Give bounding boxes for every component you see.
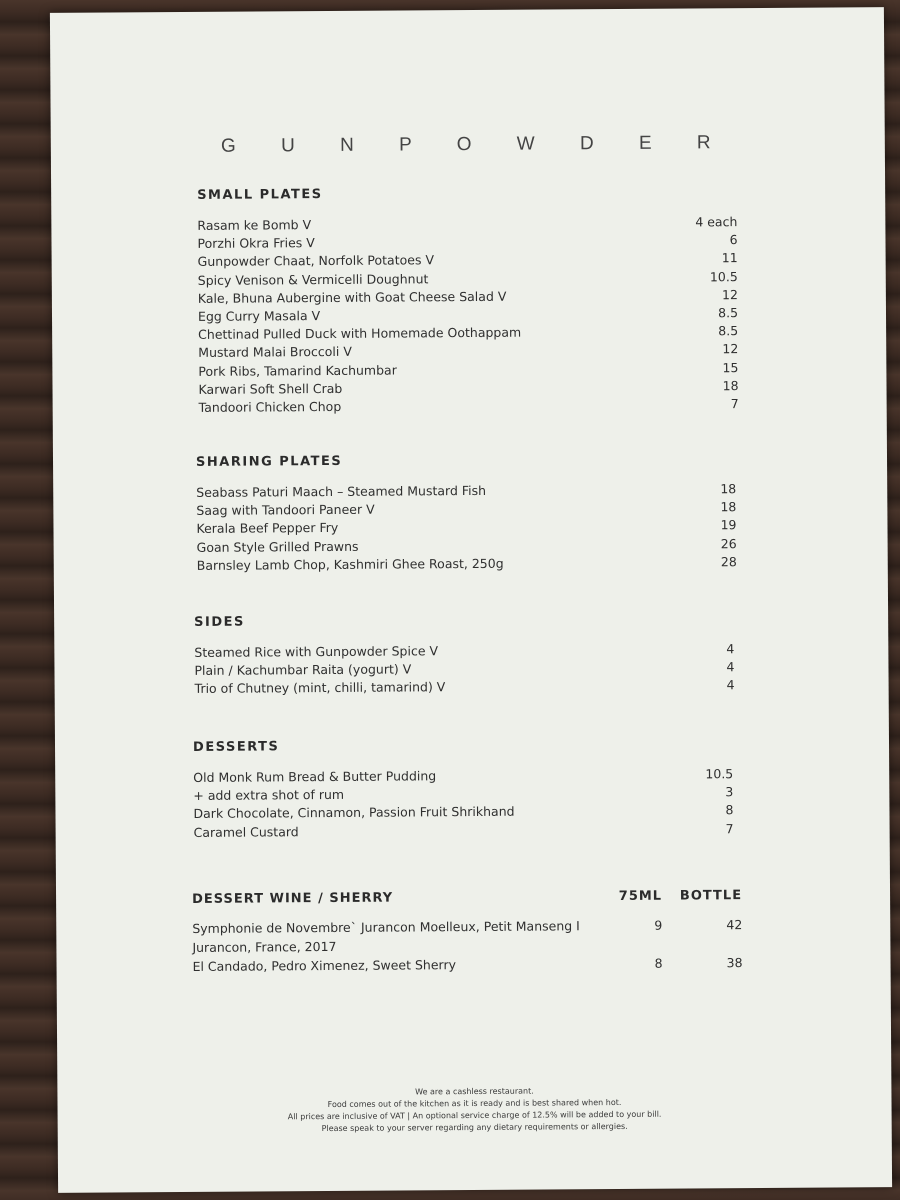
item-name: Tandoori Chicken Chop <box>198 398 342 415</box>
wine-row <box>192 953 742 976</box>
item-name: Chettinad Pulled Duck with Homemade Oothappam <box>198 324 522 343</box>
item-name: Barnsley Lamb Chop, Kashmiri Ghee Roast, 250g <box>196 555 504 573</box>
wine-row <box>192 915 742 957</box>
item-price: 12 <box>722 341 739 357</box>
section-heading: DESSERTS <box>192 739 280 755</box>
item-name: Seabass Paturi Maach – Steamed Mustard Fish <box>196 482 487 500</box>
item-list <box>196 480 737 575</box>
menu-item <box>199 395 739 417</box>
section-small-plates <box>197 184 739 417</box>
item-name: Trio of Chutney (mint, chilli, tamarind) V <box>194 679 446 697</box>
item-name: Kale, Bhuna Aubergine with Goat Cheese Salad V <box>197 288 507 306</box>
item-price: 8 <box>725 802 734 818</box>
item-name: Plain / Kachumbar Raita (yogurt) V <box>194 661 412 679</box>
menu-item <box>194 820 734 842</box>
item-name: + add extra shot of rum <box>193 787 345 804</box>
item-name: Caramel Custard <box>193 823 299 840</box>
wine-bottle-price: 38 <box>726 955 743 971</box>
section-heading: SHARING PLATES <box>195 453 343 470</box>
item-price: 3 <box>725 784 734 800</box>
item-price: 4 each <box>695 214 738 230</box>
footer-line: Please speak to your server regarding any dietary requirements or allergies. <box>321 1121 628 1134</box>
item-name: Old Monk Rum Bread & Butter Pudding <box>193 768 437 785</box>
footer-line: Food comes out of the kitchen as it is ready and is best shared when hot. <box>327 1097 622 1110</box>
section-heading: DESSERT WINE / SHERRY <box>192 890 394 907</box>
item-name: Karwari Soft Shell Crab <box>198 380 343 397</box>
item-name: Spicy Venison & Vermicelli Doughnut <box>197 270 429 288</box>
item-name: Dark Chocolate, Cinnamon, Passion Fruit Shrikhand <box>193 804 515 822</box>
item-name: Goan Style Grilled Prawns <box>196 538 359 555</box>
item-name: Egg Curry Masala V <box>197 307 321 324</box>
item-price: 8.5 <box>718 323 739 339</box>
section-heading: SMALL PLATES <box>197 187 323 203</box>
section-dessert-wine <box>192 888 743 976</box>
wine-name: Symphonie de Novembre` Jurancon Moelleux, Petit Manseng I Jurancon, France, 2017 <box>192 918 580 955</box>
item-name: Porzhi Okra Fries V <box>197 235 315 252</box>
item-name: Mustard Malai Broccoli V <box>198 344 352 361</box>
section-sharing-plates <box>196 451 737 575</box>
item-name: Steamed Rice with Gunpowder Spice V <box>194 643 439 660</box>
item-list <box>197 213 738 417</box>
section-heading: SIDES <box>194 614 245 630</box>
column-header-75ml: 75ML <box>618 888 663 904</box>
wine-glass-price: 8 <box>654 955 663 971</box>
menu-paper <box>50 7 892 1193</box>
wine-name: El Candado, Pedro Ximenez, Sweet Sherry <box>192 957 457 974</box>
item-price: 19 <box>720 517 737 533</box>
item-price: 11 <box>721 250 738 266</box>
wine-glass-price: 9 <box>654 917 663 933</box>
item-name: Pork Ribs, Tamarind Kachumbar <box>198 362 397 379</box>
section-sides <box>194 611 735 698</box>
menu-item <box>195 677 735 699</box>
item-price: 10.5 <box>709 268 738 284</box>
wine-bottle-price: 42 <box>726 917 743 933</box>
item-price: 4 <box>726 641 735 657</box>
item-name: Saag with Tandoori Paneer V <box>196 501 375 519</box>
footer-line: We are a cashless restaurant. <box>415 1086 534 1097</box>
item-list <box>193 765 733 842</box>
item-name: Gunpowder Chaat, Norfolk Potatoes V <box>197 252 435 270</box>
footer-line: All prices are inclusive of VAT | An optional service charge of 12.5% will be added to your bill. <box>287 1109 662 1122</box>
item-price: 7 <box>725 820 734 836</box>
item-price: 4 <box>726 677 735 693</box>
item-price: 10.5 <box>705 766 734 782</box>
item-price: 18 <box>722 377 739 393</box>
item-list <box>194 640 734 698</box>
wine-header-row <box>192 888 742 907</box>
item-price: 26 <box>720 535 737 551</box>
restaurant-name: G U N P O W D E R <box>220 132 731 157</box>
item-name: Rasam ke Bomb V <box>197 217 312 233</box>
footer-notes <box>57 1083 891 1137</box>
item-price: 4 <box>726 659 735 675</box>
column-header-bottle: BOTTLE <box>679 888 743 904</box>
section-desserts <box>193 736 734 842</box>
item-price: 8.5 <box>718 305 739 321</box>
item-price: 6 <box>729 232 738 248</box>
item-price: 12 <box>721 286 738 302</box>
item-price: 18 <box>720 499 737 515</box>
item-price: 7 <box>730 396 739 412</box>
item-price: 18 <box>720 481 737 497</box>
item-price: 15 <box>722 359 739 375</box>
menu-item <box>197 553 737 575</box>
item-price: 28 <box>720 553 737 570</box>
item-name: Kerala Beef Pepper Fry <box>196 520 339 537</box>
